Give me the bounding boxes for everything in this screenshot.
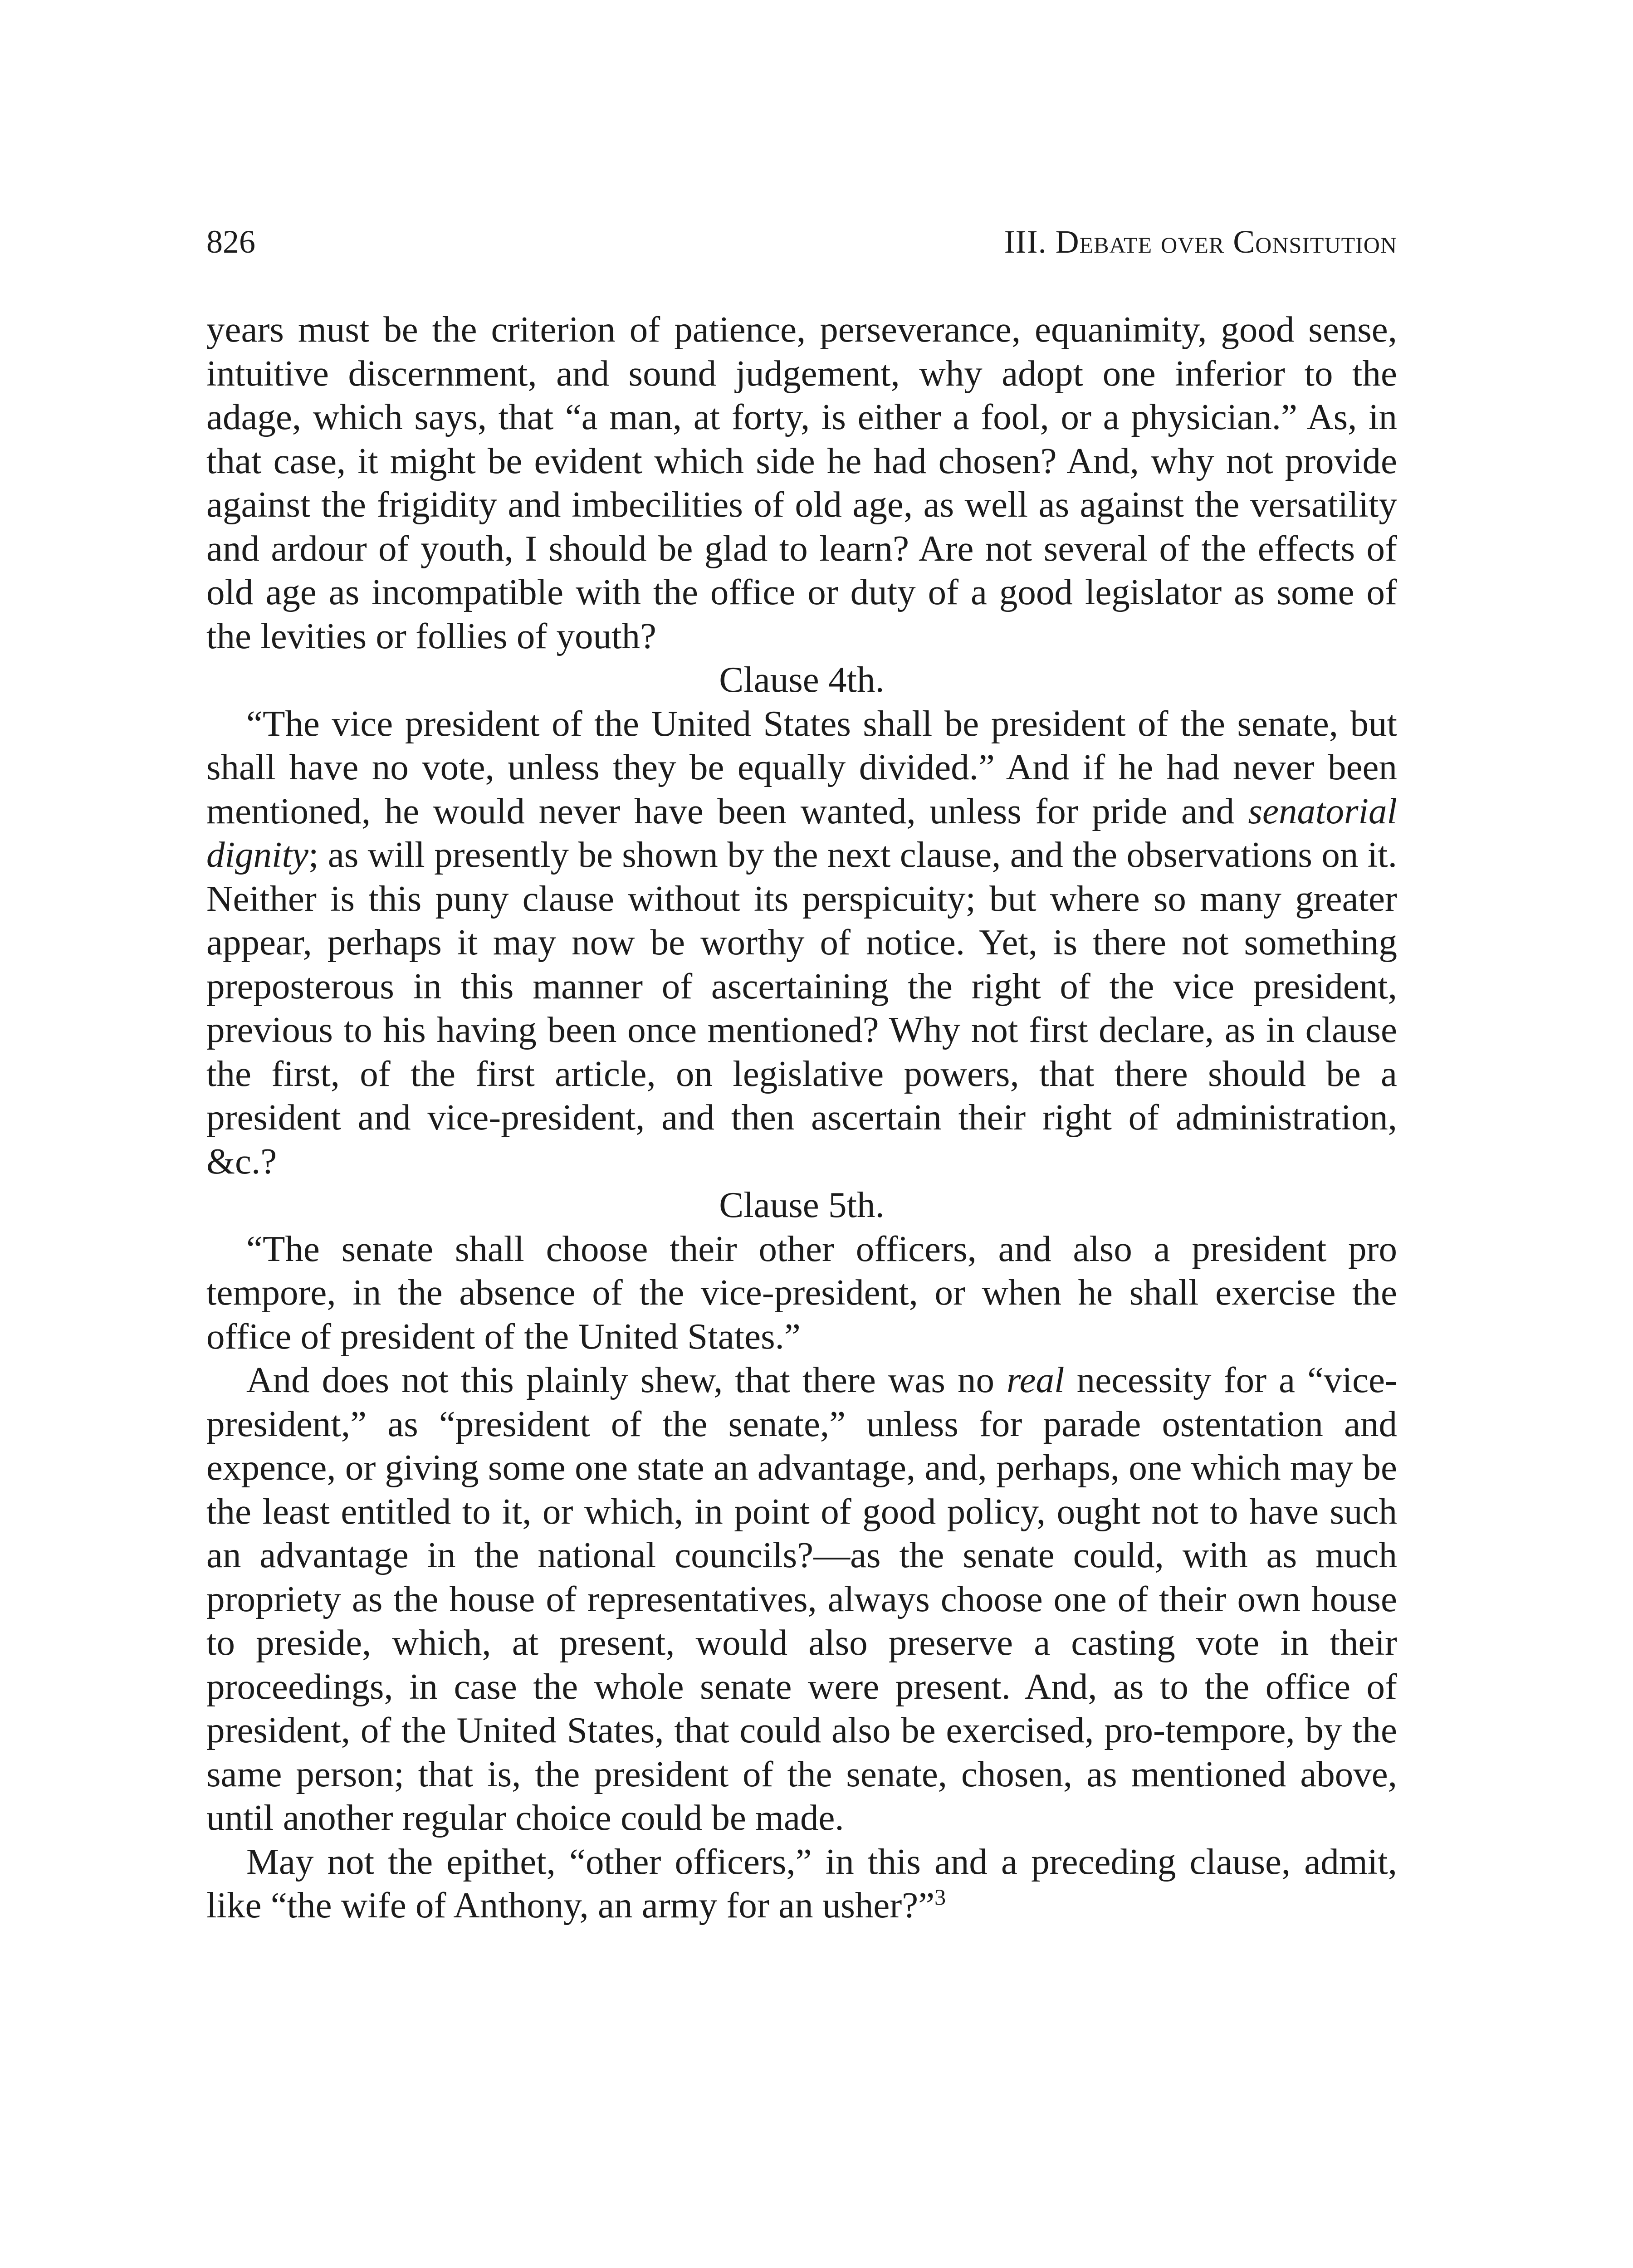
running-head [206,221,1397,262]
footnote-reference-3[interactable]: 3 [934,1884,946,1910]
paragraph-age-criterion: years must be the criterion of patience, perseverance, equanimity, good sense, intuitive discernment, and sound judgement, why adopt one inferior to the adage, which says, that “a man, at forty, is either a fool, or a physician.” As, in that case, it might be evident which side he had chosen? And, why not provide against the frigidity and imbecilities of old age, as well as against the versatility and ardour of youth, I should be glad to learn? Are not several of the effects of old age as incompatible with the office or duty of a good legislator as some of the levities or follies of youth? [206,309,1397,656]
running-title: III. Debate over Consitution [1004,224,1397,260]
paragraph-vice-president-text-b: ; as will presently be shown by the next clause, and the observations on it. Neither is this puny clause without its perspicuity; but where so many greater appear, perhaps it may now be worthy of notice. Yet, is there not something preposterous in this manner of ascertaining the right of the vice president, previous to his having been once mentioned? Why not first declare, as in clause the first, of the first article, on legislative powers, that there should be a president and vice-president, and then ascertain their right of administration, &c.? [206,834,1397,1182]
page-number: 826 [206,224,255,260]
paragraph-senate-officers-quote: “The senate shall choose their other officers, and also a president pro tempore, in the absence of the vice-president, or when he shall exercise the office of president of the United States.” [206,1228,1397,1357]
clause-4-heading: Clause 4th. [719,659,885,700]
paragraph-necessity-text-a: And does not this plainly shew, that there was no [246,1359,1007,1400]
paragraph-vice-president [206,702,1397,1183]
paragraph-other-officers [206,1840,1397,1927]
italic-senatorial-dignity: senatorial dignity [206,790,1397,875]
body-text [206,308,1397,1927]
paragraph-necessity-text-b: necessity for a “vice-president,” as “president of the senate,” unless for parade ostentation and expence, or giving some one state an advantage, and, perhaps, one which may be the least entitled to it, or which, in point of good policy, ought not to have such an advantage in the national councils?—as the senate could, with as much propriety as the house of representatives, always choose one of their own house to preside, which, at present, would also preserve a casting vote in their proceedings, in case the whole senate were present. And, as to the office of president, of the United States, that could also be exercised, pro-tempore, by the same person; that is, the president of the senate, chosen, as mentioned above, until another regular choice could be made. [206,1359,1397,1838]
paragraph-other-officers-text: May not the epithet, “other officers,” in this and a preceding clause, admit, like “the wife of Anthony, an army for an usher?” [206,1841,1397,1926]
paragraph-vice-president-necessity [206,1358,1397,1840]
paragraph-vice-president-text-a: “The vice president of the United States shall be president of the senate, but shall have no vote, unless they be equally divided.” And if he had never been mentioned, he would never have been wanted, unless for pride and [206,703,1397,831]
italic-real: real [1007,1359,1065,1400]
clause-5-heading: Clause 5th. [719,1184,885,1225]
